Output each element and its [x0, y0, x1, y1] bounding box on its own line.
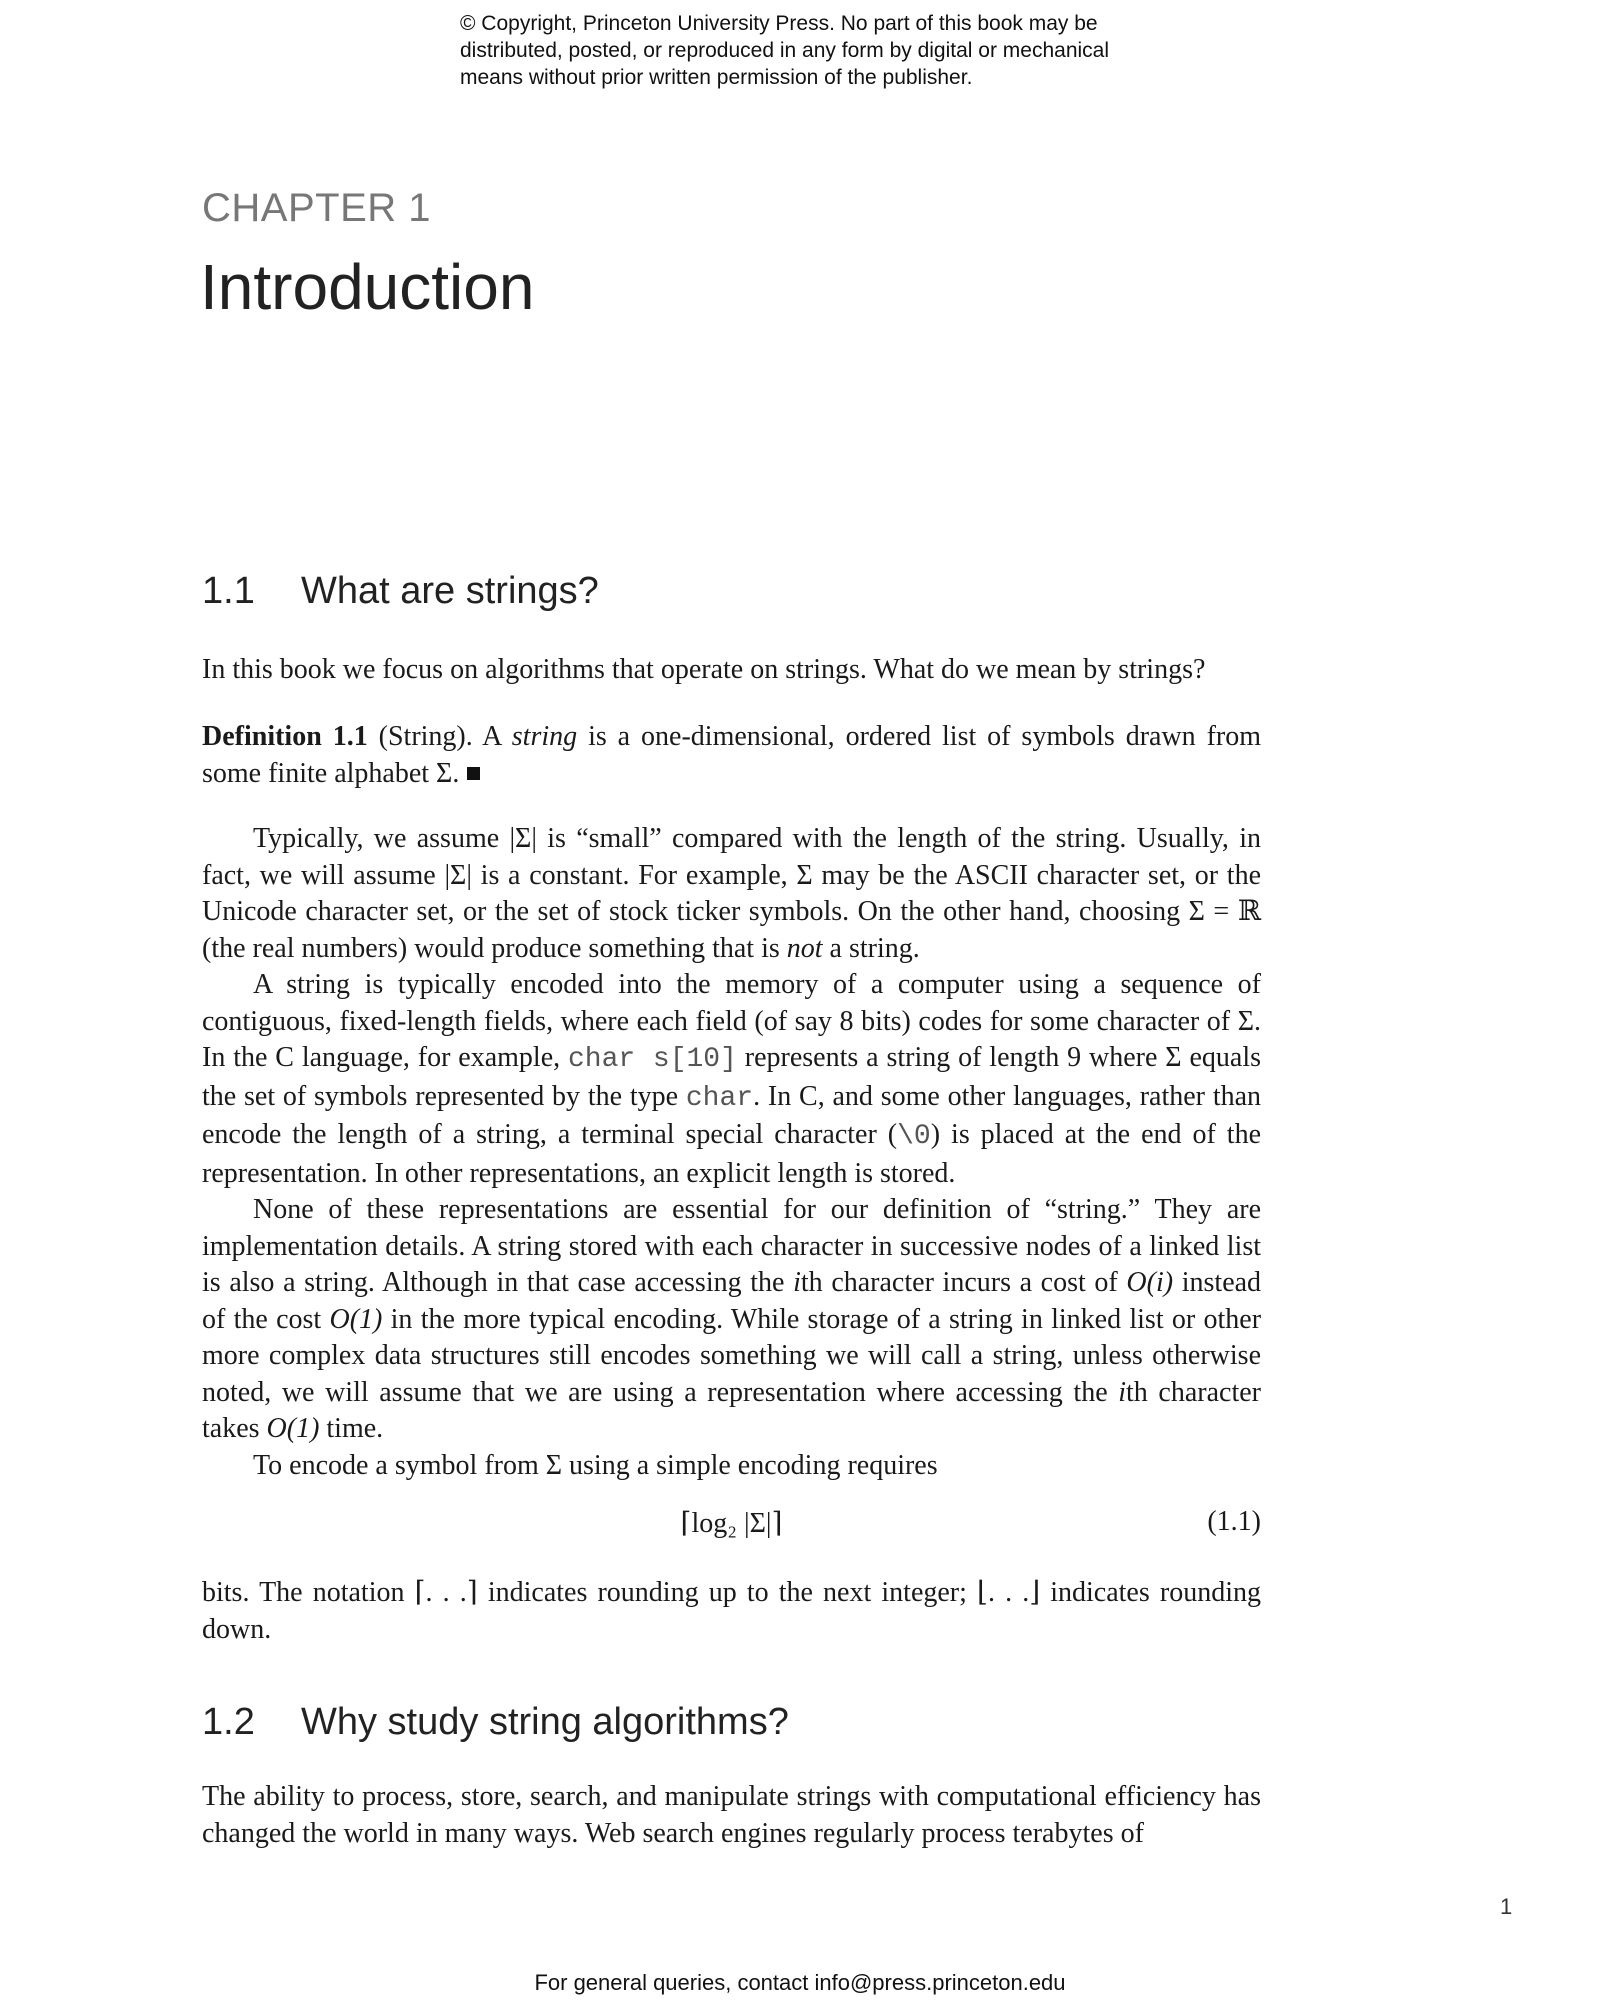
definition-name: (String). [378, 721, 473, 752]
paragraph-text: None of these representations are essential for our definition of “string.” They are implementation details. A string stored with each character in successive nodes of a linked list is also a string. Although in that case accessing the [202, 1194, 1261, 1298]
definition-body: is a one-dimensional, ordered list of symbols drawn from some finite alphabet Σ. [202, 721, 1262, 789]
body-paragraph: bits. The notation ⌈. . .⌉ indicates rounding up to the next integer; ⌊. . .⌋ indicates rounding down. [202, 1577, 1261, 1645]
paragraph-text: ) is placed at the end of the representation. In other representations, an explicit length is stored. [202, 1119, 1261, 1189]
body-text [202, 821, 1261, 1484]
math-expression: O(i) [1126, 1267, 1174, 1298]
equation-formula: ⌈log₂ |Σ|⌉ [680, 1508, 783, 1539]
body-paragraph: The ability to process, store, search, and manipulate strings with computational efficiency has changed the world in many ways. Web search engines regularly process terabytes of [202, 1781, 1261, 1849]
definition-paragraph [202, 719, 1261, 792]
math-expression: O(1) [329, 1303, 383, 1335]
footer-contact: For general queries, contact info@press.princeton.edu [534, 1970, 1066, 1995]
paragraph-text: th character takes [202, 1376, 1261, 1444]
emphasis: not [786, 932, 823, 964]
paragraph-text: a string. [829, 932, 920, 964]
section-title: Why study string algorithms? [301, 1701, 789, 1743]
definition-label: Definition 1.1 [202, 721, 368, 752]
math-variable: i [793, 1267, 801, 1298]
intro-paragraph: In this book we focus on algorithms that operate on strings. What do we mean by strings? [202, 654, 1206, 685]
math-expression: O(1) [266, 1413, 320, 1444]
section-heading-1-2 [202, 1701, 789, 1744]
paragraph-text: instead of the cost [202, 1267, 1262, 1335]
page-number: 1 [1500, 1894, 1513, 1919]
math-variable: i [1118, 1376, 1127, 1408]
paragraph-text: A string is typically encoded into the memory of a computer using a sequence of contiguous, fixed-length fields, where each field (of say 8 bits) codes for some character of Σ. In the C language, for example, [202, 969, 1261, 1073]
equation-1-1 [202, 1506, 1261, 1546]
copyright-line: distributed, posted, or reproduced in any form by digital or mechanical [460, 39, 1110, 62]
paragraph-text: represents a string of length 9 where Σ equals the set of symbols represented by the type [202, 1042, 1262, 1112]
copyright-line: © Copyright, Princeton University Press. No part of this book may be [460, 12, 1098, 35]
paragraph-text: time. [326, 1413, 384, 1444]
section-number: 1.2 [202, 1701, 255, 1743]
body-paragraph [202, 821, 1261, 967]
section-2-body [202, 1779, 1261, 1852]
post-equation-text [202, 1575, 1261, 1648]
copyright-notice [460, 10, 1180, 91]
code-snippet: \0 [897, 1121, 931, 1152]
section-title: What are strings? [301, 570, 599, 612]
copyright-line: means without prior written permission of the publisher. [460, 66, 973, 89]
body-paragraph [202, 1192, 1261, 1448]
section-intro [202, 652, 1261, 689]
section-heading-1-1 [202, 570, 599, 613]
section-number: 1.1 [202, 570, 255, 612]
paragraph-text: . In C, and some other languages, rather than encode the length of a string, a terminal special character ( [202, 1080, 1262, 1150]
paragraph-text: th character incurs a cost of [800, 1267, 1118, 1298]
end-of-definition-icon [467, 767, 480, 780]
paragraph-text: in the more typical encoding. While storage of a string in linked list or other more complex data structures still encodes something we will call a string, unless otherwise noted, we will assume that we are using a representation where accessing the [202, 1303, 1262, 1408]
definition-term: string [511, 721, 578, 752]
definition-text: A [482, 721, 501, 752]
body-paragraph [202, 967, 1261, 1192]
body-paragraph: To encode a symbol from Σ using a simple encoding requires [253, 1449, 938, 1481]
code-snippet: char [685, 1082, 754, 1114]
equation-number: (1.1) [1207, 1506, 1261, 1537]
chapter-title: Introduction [200, 251, 535, 323]
paragraph-text: Typically, we assume |Σ| is “small” compared with the length of the string. Usually, in fact, we will assume |Σ| is a constant. For example, Σ may be the ASCII character set, or the Unicode character set, or the set of stock ticker symbols. On the other hand, choosing Σ = ℝ (the real numbers) would produce something that is [202, 823, 1261, 964]
code-snippet: char s[10] [568, 1044, 737, 1075]
chapter-label: CHAPTER 1 [202, 186, 431, 230]
definition-block [202, 719, 1261, 792]
